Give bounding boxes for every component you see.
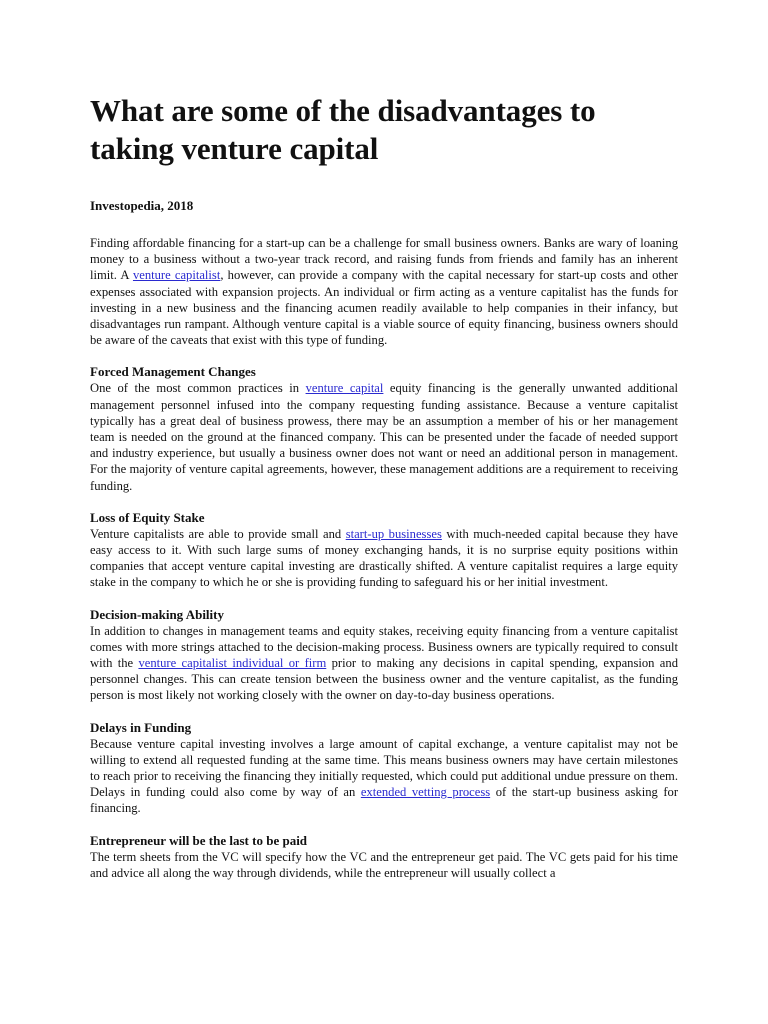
section-text-start: Venture capitalists are able to provide small and: [90, 526, 346, 541]
document-source: Investopedia, 2018: [90, 198, 194, 213]
section-forced-management-changes: [90, 364, 678, 493]
section-heading: Entrepreneur will be the last to be paid: [90, 832, 308, 848]
section-paragraph: [90, 736, 678, 817]
section-heading: Delays in Funding: [90, 719, 192, 735]
section-paragraph: [90, 380, 678, 493]
document-title: What are some of the disadvantages to taking venture capital: [90, 93, 596, 166]
section-text-start: Because venture capital investing involves a large amount of capital exchange, a venture capitalist may not be willing to extend all requested funding at the same time. This means business owners may have certain milestones to reach prior to receiving the financing they initially requested, which could put additional undue pressure on them. Delays in funding could also come by way of an: [90, 736, 678, 800]
section-heading: Decision-making Ability: [90, 606, 224, 622]
section-paragraph: [90, 623, 678, 704]
section-paragraph: The term sheets from the VC will specify how the VC and the entrepreneur get paid. The VC gets paid for his time and advice all along the way through dividends, while the entrepreneur will usually collect a: [90, 849, 678, 880]
section-loss-of-equity-stake: [90, 510, 678, 591]
section-paragraph: [90, 526, 678, 591]
venture-capital-link[interactable]: venture capital: [305, 381, 384, 396]
section-delays-in-funding: [90, 720, 678, 817]
intro-text-start: Finding affordable financing for a start-up can be a challenge for small business owners. Banks are wary of loaning money to a business without a two-year track record, and raising funds from friends and family has an inherent limit. A: [90, 236, 678, 283]
section-text-end: with much-needed capital because they have easy access to it. With such large sums of money exchanging hands, it is no surprise equity positions within companies that accept venture capital investing are drastically shifted. A venture capitalist requires a large equity stake in the company to which he or she is providing funding to safeguard his or her initial investment.: [90, 526, 678, 590]
venture-capitalist-link[interactable]: venture capitalist: [132, 268, 221, 283]
section-heading: Forced Management Changes: [90, 364, 256, 380]
section-text-start: In addition to changes in management teams and equity stakes, receiving equity financing from a venture capitalist comes with more strings attached to the decision-making process. Business owners are typically required to consult with the: [90, 623, 678, 671]
section-text-end: equity financing is the generally unwanted additional management personnel infused into the company requesting funding assistance. Because a venture capitalist typically has a great deal of business prowess, there may be an assumption a member of his or her management team is needed on the ground at the financed company. This can be presented under the facade of needed support and industry experience, but usually a business owner does not want or need an additional person in management. For the majority of venture capital agreements, however, these management additions are a requirement to receiving funding.: [90, 381, 678, 493]
section-decision-making-ability: [90, 607, 678, 704]
section-text-start: One of the most common practices in: [90, 381, 306, 396]
intro-paragraph: [90, 235, 678, 348]
venture-capitalist-firm-link[interactable]: venture capitalist individual or firm: [138, 656, 327, 671]
section-heading: Loss of Equity Stake: [90, 509, 205, 525]
extended-vetting-process-link[interactable]: extended vetting process: [360, 785, 491, 800]
intro-text-end: , however, can provide a company with the capital necessary for start-up costs and other expenses associated with expansion projects. An individual or firm acting as a venture capitalist has the funds for investing in a new business and the financing acumen readily available to help companies in their infancy, but disadvantages run rampant. Although venture capital is a viable source of equity financing, business owners should be aware of the caveats that exist with this type of funding.: [90, 268, 678, 348]
section-text-end: prior to making any decisions in capital spending, expansion and personnel changes. This can create tension between the business owner and the venture capitalist, as the funding person is most likely not working closely with the owner on day-to-day business operations.: [90, 656, 678, 703]
start-up-businesses-link[interactable]: start-up businesses: [345, 526, 442, 541]
section-text-end: of the start-up business asking for financing.: [90, 785, 679, 816]
section-entrepreneur-last-paid: [90, 833, 678, 881]
